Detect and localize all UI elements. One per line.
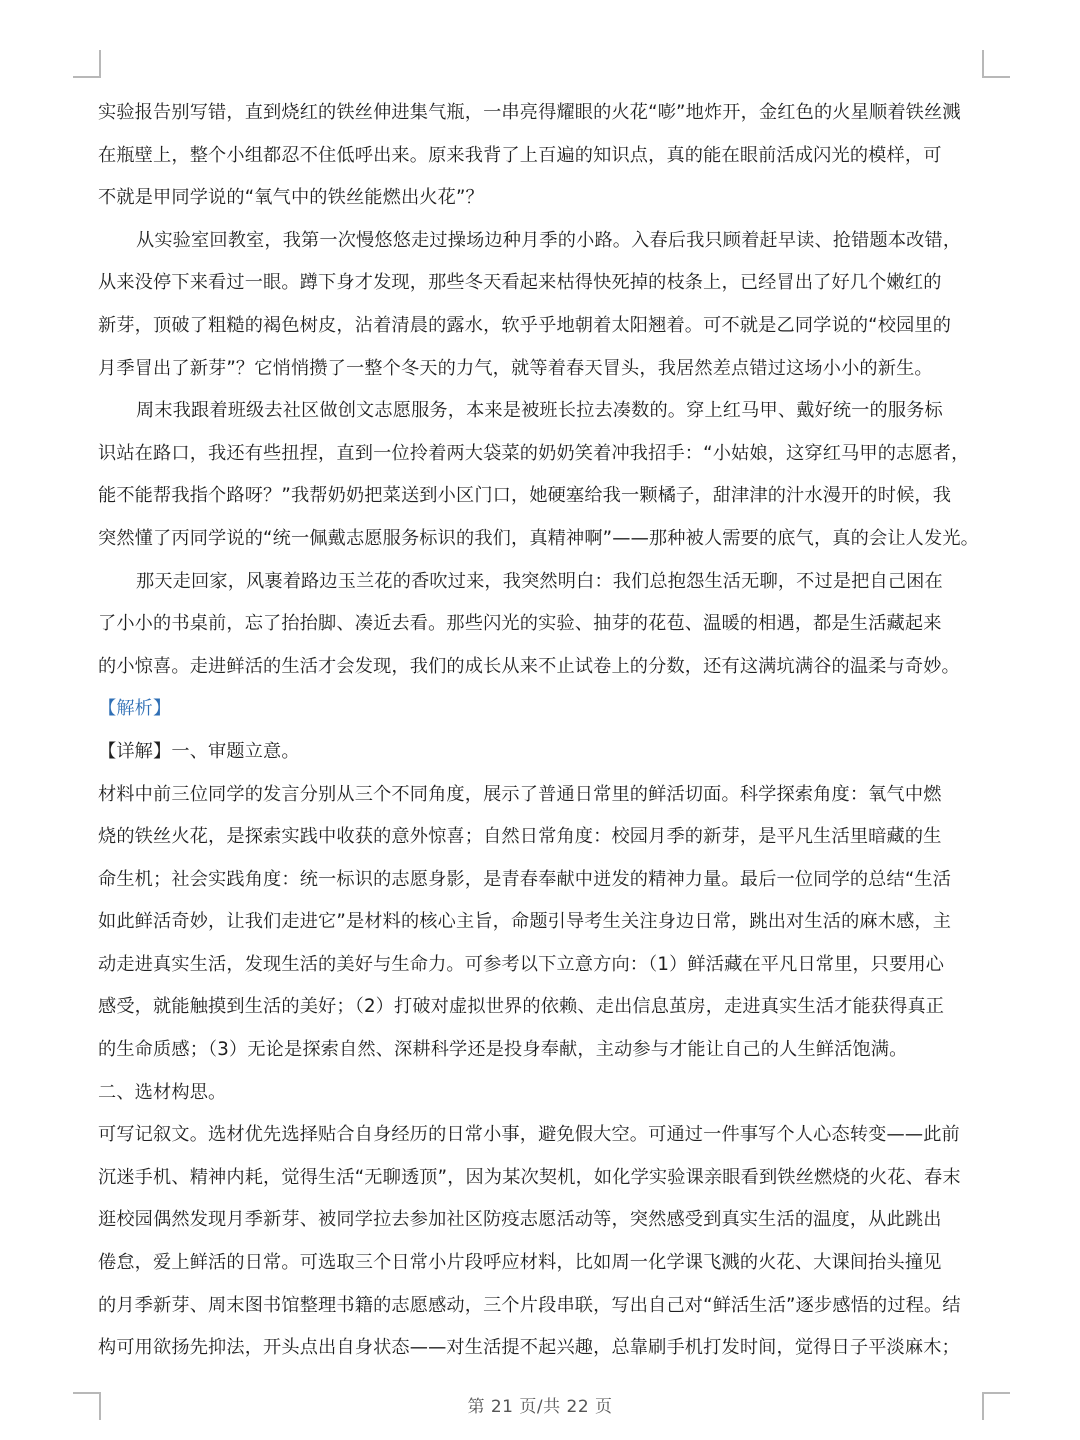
text-line: 沉迷手机、精神内耗，觉得生活“无聊透顶”，因为某次契机，如化学实验课亲眼看到铁丝燃烧的火花、春末 [98, 1166, 961, 1188]
text-line: 的月季新芽、周末图书馆整理书籍的志愿感动，三个片段串联，写出自己对“鲜活生活”逐步感悟的过程。结 [98, 1294, 961, 1316]
text-line: 在瓶壁上，整个小组都忍不住低呼出来。原来我背了上百遍的知识点，真的能在眼前活成闪光的模样，可 [98, 144, 942, 166]
text-line: 烧的铁丝火花，是探索实践中收获的意外惊喜；自然日常角度：校园月季的新芽，是平凡生活里暗藏的生 [98, 826, 942, 848]
text-line: 二、选材构思。 [98, 1081, 227, 1103]
text-line: 倦怠，爱上鲜活的日常。可选取三个日常小片段呼应材料，比如周一化学课飞溅的火花、大课间抬头撞见 [98, 1252, 942, 1274]
text-line: 构可用欲扬先抑法，开头点出自身状态——对生活提不起兴趣，总靠刷手机打发时间，觉得日子平淡麻木； [98, 1337, 960, 1359]
page-number: 第 21 页/共 22 页 [467, 1397, 613, 1417]
text-line: 那天走回家，风裹着路边玉兰花的香吹过来，我突然明白：我们总抱怨生活无聊，不过是把自己困在 [136, 570, 943, 592]
text-line: 的小惊喜。走进鲜活的生活才会发现，我们的成长从来不止试卷上的分数，还有这满坑满谷的温柔与奇妙。 [98, 655, 960, 677]
text-line: 突然懂了丙同学说的“统一佩戴志愿服务标识的我们，真精神啊”——那种被人需要的底气，真的会让人发光。 [98, 527, 980, 549]
text-line: 周末我跟着班级去社区做创文志愿服务，本来是被班长拉去凑数的。穿上红马甲、戴好统一的服务标 [136, 400, 943, 422]
text-line: 如此鲜活奇妙，让我们走进它”是材料的核心主旨，命题引导考生关注身边日常，跳出对生活的麻木感，主 [98, 911, 952, 933]
document-body [98, 92, 986, 1370]
text-line: 逛校园偶然发现月季新芽、被同学拉去参加社区防疫志愿活动等，突然感受到真实生活的温度，从此跳出 [98, 1209, 942, 1231]
section-heading-analysis: 【解析】 [98, 698, 172, 720]
text-line: 【详解】一、审题立意。 [98, 740, 300, 762]
text-line: 材料中前三位同学的发言分别从三个不同角度，展示了普通日常里的鲜活切面。科学探索角度：氧气中燃 [98, 783, 942, 805]
text-line: 能不能帮我指个路呀？”我帮奶奶把菜送到小区门口，她硬塞给我一颗橘子，甜津津的汁水漫开的时候，我 [98, 485, 952, 507]
text-line: 新芽，顶破了粗糙的褐色树皮，沾着清晨的露水，软乎乎地朝着太阳翘着。可不就是乙同学说的“校园里的 [98, 314, 952, 336]
crop-mark-top-left [73, 50, 101, 78]
text-line: 不就是甲同学说的“氧气中的铁丝能燃出火花”？ [98, 187, 484, 209]
text-line: 动走进真实生活，发现生活的美好与生命力。可参考以下立意方向：（1）鲜活藏在平凡日常里，只要用心 [98, 953, 945, 975]
text-line: 识站在路口，我还有些扭捏，直到一位拎着两大袋菜的奶奶笑着冲我招手：“小姑娘，这穿红马甲的志愿者， [98, 442, 970, 464]
text-line: 从来没停下来看过一眼。蹲下身才发现，那些冬天看起来枯得快死掉的枝条上，已经冒出了好几个嫩红的 [98, 272, 942, 294]
text-line: 感受，就能触摸到生活的美好；（2）打破对虚拟世界的依赖、走出信息茧房，走进真实生活才能获得真正 [98, 996, 945, 1018]
text-line: 实验报告别写错，直到烧红的铁丝伸进集气瓶，一串亮得耀眼的火花“嘭”地炸开，金红色的火星顺着铁丝溅 [98, 102, 961, 123]
text-line: 可写记叙文。选材优先选择贴合自身经历的日常小事，避免假大空。可通过一件事写个人心态转变——此前 [98, 1124, 960, 1146]
text-line: 月季冒出了新芽”？它悄悄攒了一整个冬天的力气，就等着春天冒头，我居然差点错过这场小小的新生。 [98, 357, 933, 379]
text-line: 的生命质感；（3）无论是探索自然、深耕科学还是投身奉献，主动参与才能让自己的人生鲜活饱满。 [98, 1039, 908, 1061]
text-line: 了小小的书桌前，忘了抬抬脚、凑近去看。那些闪光的实验、抽芽的花苞、温暖的相遇，都是生活藏起来 [98, 613, 942, 635]
crop-mark-top-right [982, 50, 1010, 78]
text-line: 命生机；社会实践角度：统一标识的志愿身影，是青春奉献中迸发的精神力量。最后一位同学的总结“生活 [98, 868, 952, 890]
text-line: 从实验室回教室，我第一次慢悠悠走过操场边种月季的小路。入春后我只顾着赶早读、抢错题本改错， [136, 229, 962, 251]
